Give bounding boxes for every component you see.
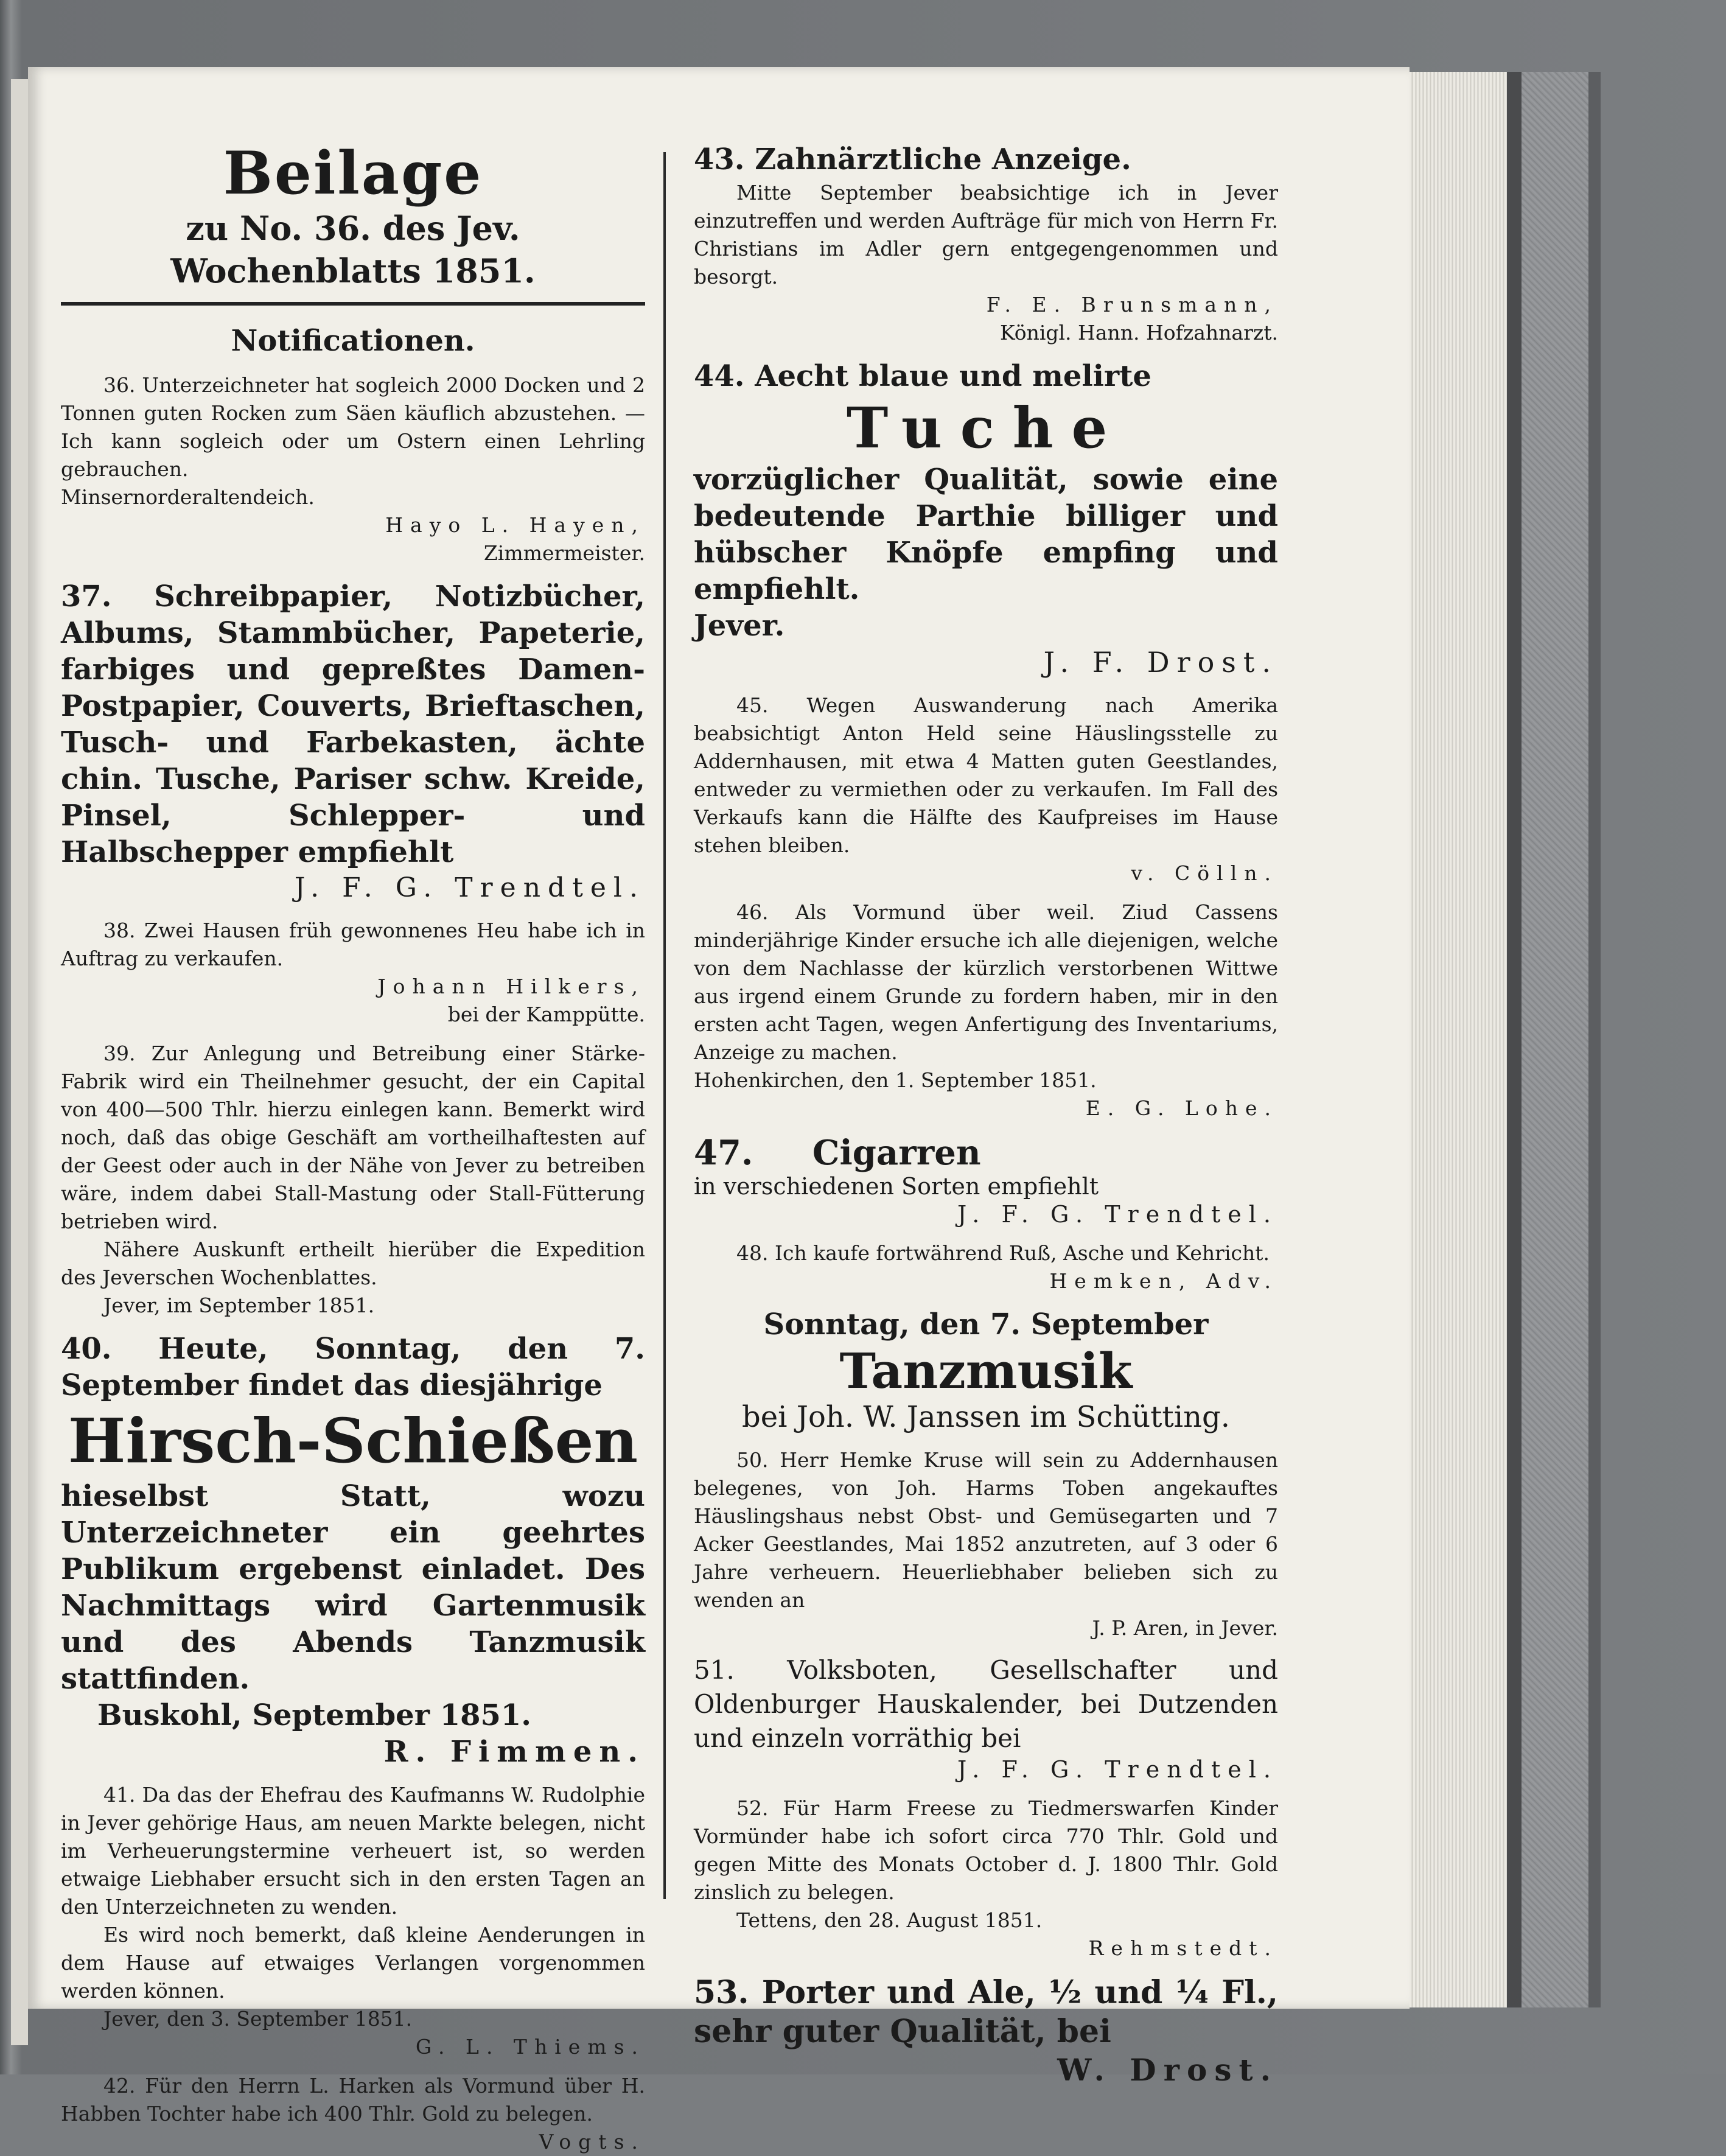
notice-52-text: 52. Für Harm Freese zu Tiedmerswarfen Kinder Vormünder habe ich sofort circa 770 Thlr. Gold und gegen Mitte des Monats October d. J. 1800 Thlr. Gold zinslich zu belegen. [694, 1796, 1278, 1904]
notice-36-signature: Hayo L. Hayen, [385, 513, 645, 537]
notice-52-signature: Rehmstedt. [1088, 1936, 1278, 1960]
notice-47-signature: J. F. G. Trendtel. [957, 1201, 1278, 1228]
notice-37-text: 37. Schreibpapier, Notizbücher, Albums, Stammbücher, Papeterie, farbiges und gepreßtes Damen-Postpapier, Couverts, Brieftaschen, Tusch- und Farbekasten, ächte chin. Tusche, Pariser schw. Kreide, Pinsel, Schlepper- und Halbschepper empfiehlt [61, 579, 645, 869]
supplement-subtitle: zu No. 36. des Jev. Wochenblatts 1851. [170, 209, 536, 290]
section-heading: Notificationen. [231, 324, 475, 358]
notice-50-text: 50. Herr Hemke Kruse will sein zu Addernhausen belegenes, von Joh. Harms Toben angekauftes Häuslingshaus nebst Obst- und Gemüsegarten und 7 Acker Geestlandes, Mai 1852 anzutreten, auf 3 oder 6 Jahre verheuern. Heuerliebhaber belieben sich zu wenden an [694, 1448, 1278, 1612]
notice-46-date: Hohenkirchen, den 1. September 1851. [694, 1068, 1097, 1092]
notice-40-body: hieselbst Statt, wozu Unterzeichneter ein geehrtes Publikum ergebenst einladet. Des Nachmittags wird Gartenmusik und des Abends Tanzmusik stattfinden. [61, 1479, 645, 1696]
notice-47-text: in verschiedenen Sorten empfiehlt [694, 1173, 1099, 1200]
notice-52-date: Tettens, den 28. August 1851. [736, 1908, 1043, 1932]
notice-40-date: Buskohl, September 1851. [97, 1698, 531, 1732]
notice-49-line1: Sonntag, den 7. September [763, 1307, 1209, 1342]
notice-36-place: Minsernorderaltendeich. [61, 485, 315, 509]
notice-49-line2: bei Joh. W. Janssen im Schütting. [742, 1400, 1230, 1434]
cover-border [1588, 72, 1601, 2007]
notice-53-text: 53. Porter und Ale, ½ und ¼ Fl., sehr guter Qualität, bei [694, 1974, 1278, 2050]
column-divider [663, 152, 666, 1899]
notice-44-text: vorzüglicher Qualität, sowie eine bedeutende Parthie billiger und hübscher Knöpfe empfing und empfiehlt. [694, 463, 1278, 606]
notice-39-date: Jever, im September 1851. [103, 1293, 375, 1317]
notice-36-text: 36. Unterzeichneter hat sogleich 2000 Docken und 2 Tonnen guten Rocken zum Säen käuflich abzustehen. — Ich kann sogleich oder um Ostern einen Lehrling gebrauchen. [61, 373, 645, 481]
notice-36-title: Zimmermeister. [483, 541, 645, 565]
notice-42-signature: Vogts. [539, 2130, 645, 2154]
header-rule [61, 302, 645, 306]
notice-38-text: 38. Zwei Hausen früh gewonnenes Heu habe ich in Auftrag zu verkaufen. [61, 919, 645, 970]
left-column [61, 140, 645, 2156]
notice-41-date: Jever, den 3. September 1851. [103, 2007, 413, 2031]
notice-49-headline: Tanzmusik [839, 1342, 1133, 1399]
notice-42-text: 42. Für den Herrn L. Harken als Vormund über H. Habben Tochter habe ich 400 Thlr. Gold zu belegen. [61, 2074, 645, 2126]
notice-48-text: 48. Ich kaufe fortwährend Ruß, Asche und Kehricht. [736, 1241, 1270, 1265]
notice-46-signature: E. G. Lohe. [1085, 1096, 1278, 1120]
notice-45-signature: v. Cölln. [1131, 861, 1278, 885]
notice-44-headline: Tuche [846, 395, 1126, 461]
notice-40-headline: Hirsch-Schießen [68, 1405, 638, 1477]
notice-51-text: 51. Volksboten, Gesellschafter und Oldenburger Hauskalender, bei Dutzenden und einzeln vorräthig bei [694, 1655, 1278, 1753]
notice-40-text: 40. Heute, Sonntag, den 7. September findet das diesjährige [61, 1332, 645, 1402]
notice-53-signature: W. Drost. [1057, 2052, 1278, 2088]
notice-43-title: Königl. Hann. Hofzahnarzt. [999, 321, 1278, 345]
notice-45-text: 45. Wegen Auswanderung nach Amerika beabsichtigt Anton Held seine Häuslingsstelle zu Addernhausen, mit etwa 4 Matten guten Geestlandes, entweder zu vermiethen oder zu verkaufen. Im Fall des Verkaufs kann die Hälfte des Kaufpreises im Hause stehen bleiben. [694, 693, 1278, 857]
page-stack-edge [1410, 72, 1507, 2007]
supplement-title: Beilage [223, 139, 483, 208]
book-cover-edge [1522, 72, 1588, 2007]
notice-48-signature: Hemken, Adv. [1049, 1269, 1278, 1293]
notice-37-signature: J. F. G. Trendtel. [294, 872, 645, 903]
notice-44-signature: J. F. Drost. [1043, 646, 1278, 679]
notice-43-heading: 43. Zahnärztliche Anzeige. [694, 142, 1131, 177]
notice-43-text: Mitte September beabsichtige ich in Jever einzutreffen und werden Aufträge für mich von Herrn Fr. Christians im Adler gern entgegengenommen und besorgt. [694, 181, 1278, 289]
notice-50-signature: J. P. Aren, in Jever. [1092, 1616, 1278, 1640]
notice-41-note: Es wird noch bemerkt, daß kleine Aenderungen in dem Hause auf etwaiges Verlangen vorgenommen werden können. [61, 1923, 645, 2003]
notice-38-signature: Johann Hilkers, [377, 975, 645, 998]
notice-47-number: 47. [694, 1133, 753, 1173]
right-column [694, 140, 1278, 2089]
notice-44-place: Jever. [694, 609, 785, 643]
notice-41-text: 41. Da das der Ehefrau des Kaufmanns W. Rudolphie in Jever gehörige Haus, am neuen Markte belegen, nicht im Verheuerungstermine verheuert ist, so werden etwaige Liebhaber ersucht sich in den ersten Tagen an den Unterzeichneten zu wenden. [61, 1783, 645, 1919]
notice-39-text: 39. Zur Anlegung und Betreibung einer Stärke-Fabrik wird ein Theilnehmer gesucht, der ein Capital von 400—500 Thlr. hierzu einlegen kann. Bemerkt wird noch, daß das obige Geschäft am vortheilhaftesten auf der Geest oder auch in der Nähe von Jever zu betreiben wäre, indem dabei Stall-Mastung oder Stall-Fütterung betrieben wird. [61, 1041, 645, 1233]
notice-47-heading: Cigarren [812, 1133, 981, 1173]
binding-shadow [1507, 72, 1522, 2007]
notice-43-signature: F. E. Brunsmann, [986, 293, 1278, 317]
notice-51-signature: J. F. G. Trendtel. [957, 1756, 1278, 1783]
notice-40-signature: R. Fimmen. [383, 1735, 645, 1769]
notice-46-text: 46. Als Vormund über weil. Ziud Cassens minderjährige Kinder ersuche ich alle diejenigen, welche von dem Nachlasse der kürzlich verstorbenen Wittwe aus irgend einem Grunde zu fordern haben, mir in den ersten acht Tagen, wegen Anfertigung des Inventariums, Anzeige zu machen. [694, 900, 1278, 1064]
notice-41-signature: G. L. Thiems. [415, 2035, 645, 2059]
notice-38-location: bei der Kamppütte. [447, 1003, 645, 1026]
notice-44-heading: 44. Aecht blaue und melirte [694, 359, 1151, 393]
notice-39-info: Nähere Auskunft ertheilt hierüber die Expedition des Jeverschen Wochenblattes. [61, 1237, 645, 1289]
facing-page-edge [11, 79, 28, 2045]
